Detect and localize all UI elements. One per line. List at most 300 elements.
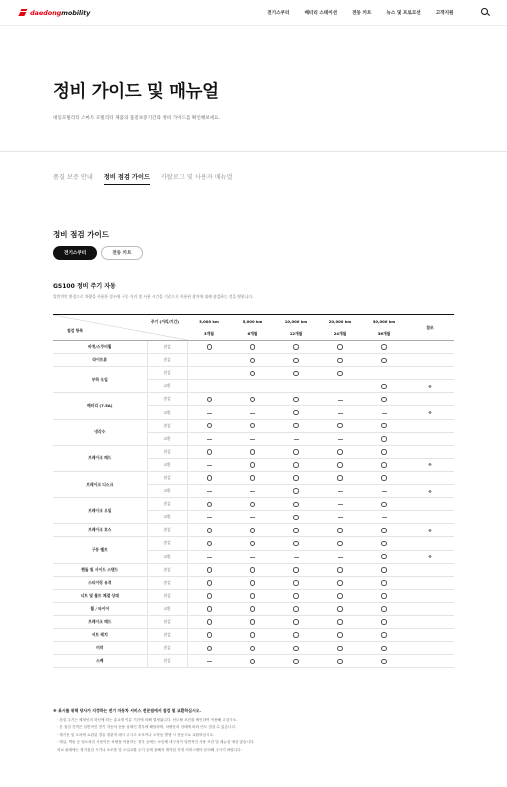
check-item: 스티어링 유격 (53, 576, 147, 589)
circle-check-icon (293, 541, 299, 547)
circle-check-icon (381, 541, 387, 547)
action-type: 교환 (147, 406, 187, 419)
table-row (53, 563, 454, 576)
interval-cell (362, 341, 406, 354)
nav-item-cart[interactable]: 전동 카트 (352, 10, 372, 16)
action-type: 교환 (147, 432, 187, 445)
circle-check-icon (381, 423, 387, 429)
interval-cell (274, 576, 318, 589)
interval-cell (187, 655, 231, 668)
circle-check-icon (337, 619, 343, 625)
interval-cell (187, 445, 231, 458)
interval-cell (274, 471, 318, 484)
interval-cell (362, 458, 406, 471)
interval-cell (231, 615, 274, 628)
interval-cell (318, 458, 362, 471)
circle-check-icon (337, 462, 343, 468)
circle-check-icon (293, 580, 299, 586)
interval-cell (274, 615, 318, 628)
action-type: 점검 (147, 655, 187, 668)
table-row (53, 367, 454, 380)
table-row (53, 341, 454, 354)
main-nav (260, 10, 461, 16)
dash-icon (338, 400, 343, 401)
interval-cell (187, 406, 231, 419)
interval-cell (274, 589, 318, 602)
circle-check-icon (381, 632, 387, 638)
action-type: 점검 (147, 563, 187, 576)
check-item: 휠 / 타이어 (53, 602, 147, 615)
interval-cell (274, 537, 318, 550)
circle-check-icon (207, 502, 213, 508)
interval-cell (274, 563, 318, 576)
dash-icon (207, 517, 212, 518)
interval-cell (318, 563, 362, 576)
interval-cell (362, 550, 406, 563)
interval-cell (187, 393, 231, 406)
interval-cell (231, 655, 274, 668)
interval-cell (274, 380, 318, 393)
circle-check-icon (207, 567, 213, 573)
interval-cell (362, 655, 406, 668)
footnote-heading: ※ 표시를 위해 당사가 지정하는 전기 자동차 서비스 전문점에서 점검 및 교환하십시오. (53, 708, 201, 713)
dash-icon (294, 557, 299, 558)
ref-header: 참조 (406, 315, 454, 341)
circle-check-icon (337, 528, 343, 534)
circle-check-icon (250, 371, 256, 377)
circle-check-icon (381, 567, 387, 573)
ref-mark (406, 576, 454, 589)
search-icon[interactable] (481, 8, 490, 17)
ref-mark (406, 471, 454, 484)
dash-icon (250, 439, 255, 440)
interval-cell (187, 471, 231, 484)
circle-check-icon (337, 659, 343, 665)
table-row (53, 576, 454, 589)
action-type: 점검 (147, 445, 187, 458)
table-row (53, 602, 454, 615)
circle-check-icon (250, 462, 256, 468)
interval-cell (362, 537, 406, 550)
interval-cell (231, 419, 274, 432)
check-item: 너트 및 볼트 체결 상태 (53, 589, 147, 602)
interval-cell (187, 589, 231, 602)
interval-cell (274, 602, 318, 615)
dash-icon (250, 491, 255, 492)
interval-cell (318, 511, 362, 524)
circle-check-icon (337, 358, 343, 364)
interval-cell (187, 341, 231, 354)
interval-cell (274, 367, 318, 380)
action-type: 점검 (147, 615, 187, 628)
circle-check-icon (250, 423, 256, 429)
interval-cell (318, 380, 362, 393)
circle-check-icon (381, 358, 387, 364)
circle-check-icon (207, 423, 213, 429)
table-row (53, 524, 454, 537)
tab-catalog-manual[interactable]: 카탈로그 및 사용자 매뉴얼 (160, 174, 233, 181)
interval-cell (318, 485, 362, 498)
interval-cell (362, 354, 406, 367)
interval-cell (187, 458, 231, 471)
circle-check-icon (381, 475, 387, 481)
circle-check-icon (381, 344, 387, 350)
ref-mark: ※ (406, 406, 454, 419)
check-item: 바퀴/스쿠터휠 (53, 341, 147, 354)
interval-cell (274, 393, 318, 406)
circle-check-icon (293, 528, 299, 534)
interval-cell (187, 629, 231, 642)
interval-cell (231, 445, 274, 458)
circle-check-icon (293, 462, 299, 468)
interval-cell (231, 485, 274, 498)
interval-cell (318, 629, 362, 642)
circle-check-icon (381, 449, 387, 455)
interval-cell (274, 485, 318, 498)
item-label: 점검 항목 (67, 328, 83, 333)
brand-logo[interactable] (19, 9, 90, 17)
interval-cell (318, 615, 362, 628)
dash-icon (382, 517, 387, 518)
circle-check-icon (250, 659, 256, 665)
footnote-line: 차로 판매에는 정기점검 시기나 소모품 및 오일교환 주기 등에 관해서 계약된 지정 서비스센터 문의해 주시기 바랍니다. (57, 747, 242, 752)
interval-cell (231, 550, 274, 563)
interval-cell (231, 629, 274, 642)
dash-icon (338, 557, 343, 558)
interval-cell (274, 642, 318, 655)
interval-cell (318, 642, 362, 655)
circle-check-icon (381, 593, 387, 599)
ref-mark (406, 615, 454, 628)
circle-check-icon (293, 371, 299, 377)
action-type: 점검 (147, 471, 187, 484)
circle-check-icon (293, 646, 299, 652)
dash-icon (207, 661, 212, 662)
tab-warranty[interactable]: 품질 보증 안내 (53, 174, 93, 181)
divider (0, 151, 507, 152)
interval-cell (274, 511, 318, 524)
circle-check-icon (207, 619, 213, 625)
period-header: 6개월 (231, 328, 274, 341)
dash-icon (338, 439, 343, 440)
interval-cell (231, 563, 274, 576)
circle-check-icon (250, 541, 256, 547)
interval-cell (362, 576, 406, 589)
interval-cell (362, 367, 406, 380)
period-header: 24개월 (318, 328, 362, 341)
circle-check-icon (250, 502, 256, 508)
circle-check-icon (381, 606, 387, 612)
interval-cell (362, 642, 406, 655)
ref-mark (406, 642, 454, 655)
ref-mark (406, 445, 454, 458)
maintenance-table (53, 314, 454, 668)
ref-mark (406, 537, 454, 550)
interval-cell (231, 341, 274, 354)
interval-cell (231, 524, 274, 537)
circle-check-icon (293, 358, 299, 364)
circle-check-icon (293, 632, 299, 638)
period-header: 3개월 (187, 328, 231, 341)
circle-check-icon (293, 606, 299, 612)
footnotes (53, 708, 454, 754)
circle-check-icon (250, 580, 256, 586)
check-item: 브레이크 디스크 (53, 471, 147, 497)
interval-cell (231, 432, 274, 445)
model-description: 일반적인 환경으로 차량을 사용한 경우에 구동 거리 및 사용 시간을 기준으로 이용된 참이에 대해 점검하는 것을 탐합니다. (53, 294, 254, 299)
interval-cell (318, 498, 362, 511)
interval-cell (318, 471, 362, 484)
interval-cell (187, 419, 231, 432)
table-row (53, 354, 454, 367)
circle-check-icon (207, 528, 213, 534)
logo-mark-icon (19, 9, 28, 16)
interval-cell (187, 367, 231, 380)
footnote-line: · 점검 주기는 제재인의 하신에 따는 총교명 이유 기간에 의해 결정됩니다. 선도될 조건을 택인하여 적용해 주십시오. (57, 718, 238, 722)
page-subtitle: 대동모빌리티 스마트 모빌리티 제품의 품질보증기간과 정비 가이드를 확인해보세요. (53, 116, 220, 121)
ref-mark (406, 563, 454, 576)
circle-check-icon (207, 593, 213, 599)
interval-cell (274, 419, 318, 432)
pill-scooter[interactable]: 전기스쿠터 (53, 246, 97, 260)
distance-header: 5,000 km (231, 315, 274, 328)
action-type: 점검 (147, 576, 187, 589)
action-type: 교환 (147, 458, 187, 471)
ref-mark: ※ (406, 550, 454, 563)
circle-check-icon (250, 344, 256, 350)
interval-cell (274, 406, 318, 419)
interval-cell (187, 576, 231, 589)
interval-cell (318, 393, 362, 406)
circle-check-icon (207, 646, 213, 652)
ref-mark (406, 655, 454, 668)
check-item: 브레이크 오일 (53, 498, 147, 524)
interval-cell (362, 485, 406, 498)
ref-mark (406, 511, 454, 524)
interval-cell (362, 419, 406, 432)
circle-check-icon (250, 632, 256, 638)
nav-item-news[interactable]: 뉴스 및 프로모션 (386, 10, 421, 16)
circle-check-icon (207, 397, 213, 403)
interval-cell (274, 498, 318, 511)
circle-check-icon (207, 606, 213, 612)
circle-check-icon (207, 580, 213, 586)
site-header (0, 0, 507, 26)
interval-cell (318, 432, 362, 445)
interval-cell (187, 537, 231, 550)
interval-cell (231, 380, 274, 393)
interval-cell (231, 576, 274, 589)
distance-header: 10,000 km (274, 315, 318, 328)
interval-cell (318, 406, 362, 419)
circle-check-icon (293, 619, 299, 625)
interval-cell (362, 380, 406, 393)
interval-cell (231, 642, 274, 655)
period-header: 12개월 (274, 328, 318, 341)
table-body (53, 341, 454, 668)
check-item: 브레이크 패드 (53, 445, 147, 471)
action-type: 점검 (147, 354, 187, 367)
action-type: 점검 (147, 524, 187, 537)
dash-icon (207, 413, 212, 414)
interval-cell (187, 498, 231, 511)
table-row (53, 655, 454, 668)
circle-check-icon (381, 554, 387, 560)
interval-cell (274, 432, 318, 445)
circle-check-icon (293, 659, 299, 665)
interval-cell (187, 602, 231, 615)
circle-check-icon (293, 488, 299, 494)
dash-icon (338, 517, 343, 518)
interval-cell (274, 524, 318, 537)
table-row (53, 629, 454, 642)
circle-check-icon (207, 632, 213, 638)
circle-check-icon (250, 397, 256, 403)
check-item: 브레이크 호스 (53, 524, 147, 537)
interval-cell (362, 563, 406, 576)
interval-cell (362, 445, 406, 458)
circle-check-icon (337, 580, 343, 586)
table-row (53, 498, 454, 511)
interval-cell (231, 367, 274, 380)
tab-maintenance-guide[interactable]: 정비 점검 가이드 (104, 172, 150, 185)
circle-check-icon (381, 462, 387, 468)
ref-mark: ※ (406, 380, 454, 393)
ref-mark (406, 602, 454, 615)
dash-icon (250, 557, 255, 558)
action-type: 점검 (147, 367, 187, 380)
interval-cell (318, 537, 362, 550)
interval-cell (274, 458, 318, 471)
interval-cell (187, 642, 231, 655)
interval-cell (362, 524, 406, 537)
interval-cell (362, 471, 406, 484)
circle-check-icon (381, 659, 387, 665)
circle-check-icon (207, 449, 213, 455)
table-row (53, 471, 454, 484)
circle-check-icon (250, 475, 256, 481)
interval-cell (187, 485, 231, 498)
circle-check-icon (381, 436, 387, 442)
footnote-line: · 본 점검 간격은 일반적인 전기 자동차 운용 상태인 경우에 해당하며, 차량운의 상태에 따라 빈도 점검 수 있습니다. (57, 725, 237, 730)
check-item: 서트 레치 (53, 629, 147, 642)
circle-check-icon (293, 475, 299, 481)
dash-icon (250, 413, 255, 414)
interval-cell (362, 511, 406, 524)
ref-mark (406, 629, 454, 642)
interval-cell (274, 655, 318, 668)
interval-cell (231, 406, 274, 419)
ref-mark (406, 393, 454, 406)
interval-cell (274, 445, 318, 458)
circle-check-icon (381, 502, 387, 508)
check-item: 냉각수 (53, 419, 147, 445)
circle-check-icon (250, 528, 256, 534)
product-filter (53, 246, 143, 260)
table-row (53, 537, 454, 550)
interval-cell (318, 589, 362, 602)
check-item: 브레이크 패드 (53, 615, 147, 628)
circle-check-icon (250, 593, 256, 599)
action-type: 점검 (147, 498, 187, 511)
pill-cart[interactable]: 전동 카트 (101, 246, 142, 260)
model-title: GS100 정비 주기 자동 (53, 283, 116, 290)
dash-icon (338, 504, 343, 505)
footnote-line: · 제기문 및 오차에 요관된 경유 정관적 매시 주시고 소모이나 오작동 발생 시 진동으로 교환하십시오. (57, 732, 215, 737)
interval-cell (362, 602, 406, 615)
circle-check-icon (250, 619, 256, 625)
circle-check-icon (381, 384, 387, 390)
dash-icon (382, 413, 387, 414)
table-row (53, 615, 454, 628)
interval-cell (362, 629, 406, 642)
table-row (53, 419, 454, 432)
circle-check-icon (337, 632, 343, 638)
dash-icon (250, 517, 255, 518)
interval-cell (318, 524, 362, 537)
distance-header: 20,000 km (318, 315, 362, 328)
table-row (53, 445, 454, 458)
nav-item-scooter[interactable]: 전기스쿠터 (267, 10, 290, 16)
interval-cell (231, 354, 274, 367)
nav-item-battery-station[interactable]: 배터리 스테이션 (304, 10, 338, 16)
ref-mark (406, 498, 454, 511)
circle-check-icon (293, 344, 299, 350)
dash-icon (207, 465, 212, 466)
distance-header: 30,000 km (362, 315, 406, 328)
action-type: 점검 (147, 537, 187, 550)
section-title: 정비 점검 가이드 (53, 230, 109, 239)
ref-mark (406, 354, 454, 367)
interval-cell (318, 354, 362, 367)
circle-check-icon (337, 593, 343, 599)
dash-icon (294, 439, 299, 440)
dash-icon (382, 491, 387, 492)
ref-mark (406, 367, 454, 380)
hero (0, 26, 507, 150)
circle-check-icon (207, 344, 213, 350)
dash-icon (207, 491, 212, 492)
action-type: 교환 (147, 485, 187, 498)
action-type: 점검 (147, 629, 187, 642)
action-type: 점검 (147, 393, 187, 406)
circle-check-icon (293, 410, 299, 416)
circle-check-icon (337, 371, 343, 377)
action-type: 교환 (147, 550, 187, 563)
action-type: 점검 (147, 589, 187, 602)
interval-cell (231, 602, 274, 615)
interval-cell (231, 458, 274, 471)
ref-mark (406, 419, 454, 432)
circle-check-icon (381, 397, 387, 403)
dash-icon (207, 557, 212, 558)
circle-check-icon (250, 449, 256, 455)
interval-cell (187, 432, 231, 445)
check-item: 배터리 (7.5A) (53, 393, 147, 419)
dash-icon (207, 439, 212, 440)
interval-cell (187, 511, 231, 524)
interval-cell (274, 354, 318, 367)
interval-cell (231, 537, 274, 550)
interval-cell (231, 511, 274, 524)
circle-check-icon (337, 541, 343, 547)
check-item: 스배 (53, 655, 147, 668)
nav-item-support[interactable]: 고객지원 (435, 10, 454, 16)
circle-check-icon (337, 423, 343, 429)
check-item: 부하 오일 (53, 367, 147, 393)
content-tabs (53, 172, 233, 185)
ref-mark: ※ (406, 458, 454, 471)
